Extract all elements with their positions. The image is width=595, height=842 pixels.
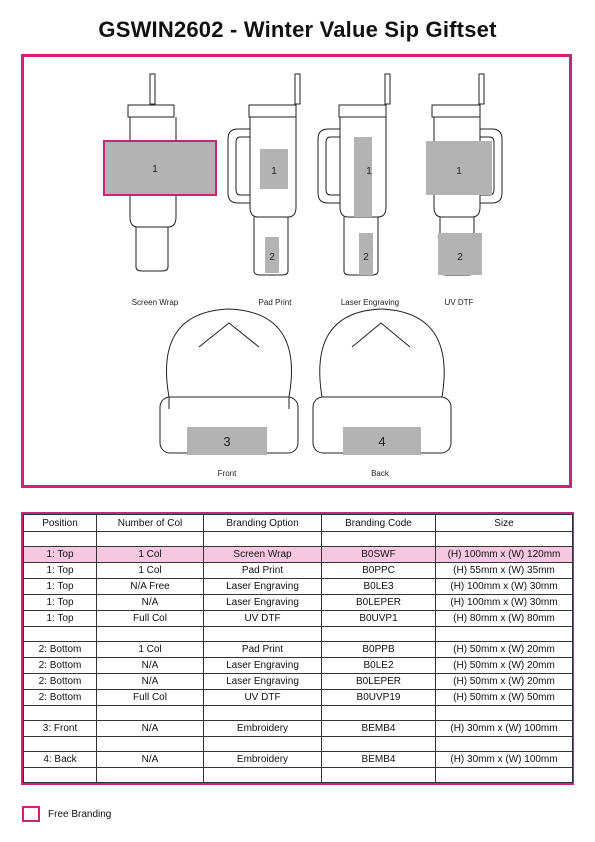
table-cell bbox=[97, 737, 204, 752]
table-row bbox=[24, 547, 573, 563]
table-cell bbox=[322, 737, 436, 752]
table-cell: 2: Bottom bbox=[24, 642, 97, 658]
table-cell bbox=[24, 627, 97, 642]
table-cell: 2: Bottom bbox=[24, 674, 97, 690]
table-row bbox=[24, 752, 573, 768]
table-cell: Pad Print bbox=[204, 642, 322, 658]
view-caption: Back bbox=[371, 469, 389, 478]
table-cell: Full Col bbox=[97, 611, 204, 627]
table-cell: UV DTF bbox=[204, 690, 322, 706]
table-cell: Screen Wrap bbox=[204, 547, 322, 563]
view-caption: UV DTF bbox=[444, 298, 474, 307]
table-cell bbox=[322, 706, 436, 721]
table-cell: B0SWF bbox=[322, 547, 436, 563]
view-caption: Front bbox=[217, 469, 237, 478]
table-cell: (H) 50mm x (W) 50mm bbox=[436, 690, 573, 706]
table-row-blank bbox=[24, 737, 573, 752]
table-cell: 1: Top bbox=[24, 547, 97, 563]
table-cell: N/A bbox=[97, 658, 204, 674]
zone-label: 2 bbox=[457, 252, 463, 263]
table-cell: BEMB4 bbox=[322, 721, 436, 737]
table-cell bbox=[97, 706, 204, 721]
table-cell bbox=[204, 737, 322, 752]
table-cell: UV DTF bbox=[204, 611, 322, 627]
table-header-row bbox=[24, 515, 573, 532]
table-cell bbox=[436, 627, 573, 642]
column-header: Branding Option bbox=[204, 515, 322, 532]
table-cell: B0UVP1 bbox=[322, 611, 436, 627]
table-cell bbox=[204, 706, 322, 721]
table-cell: N/A bbox=[97, 674, 204, 690]
table-cell: B0PPC bbox=[322, 563, 436, 579]
table-cell bbox=[97, 627, 204, 642]
table-cell: (H) 100mm x (W) 120mm bbox=[436, 547, 573, 563]
table-cell: (H) 50mm x (W) 20mm bbox=[436, 642, 573, 658]
table-cell: N/A bbox=[97, 595, 204, 611]
table-cell bbox=[436, 532, 573, 547]
zone-label: 4 bbox=[378, 434, 386, 449]
legend-label: Free Branding bbox=[48, 808, 112, 820]
table-row-blank bbox=[24, 532, 573, 547]
zone-label: 1 bbox=[152, 164, 158, 175]
column-header: Position bbox=[24, 515, 97, 532]
table-row-blank bbox=[24, 768, 573, 783]
table-cell: (H) 50mm x (W) 20mm bbox=[436, 674, 573, 690]
table-cell: 1: Top bbox=[24, 579, 97, 595]
zone-label: 1 bbox=[271, 166, 277, 177]
table-cell: B0LE3 bbox=[322, 579, 436, 595]
table-cell: (H) 50mm x (W) 20mm bbox=[436, 658, 573, 674]
product-drawings bbox=[24, 57, 569, 485]
table-cell bbox=[322, 532, 436, 547]
table-cell: Full Col bbox=[97, 690, 204, 706]
table-cell: (H) 55mm x (W) 35mm bbox=[436, 563, 573, 579]
table-cell: B0LEPER bbox=[322, 595, 436, 611]
column-header: Size bbox=[436, 515, 573, 532]
table-cell: N/A bbox=[97, 721, 204, 737]
table-cell: Laser Engraving bbox=[204, 674, 322, 690]
table-row bbox=[24, 721, 573, 737]
table-cell: Embroidery bbox=[204, 752, 322, 768]
view-caption: Screen Wrap bbox=[131, 298, 179, 307]
table-cell: N/A bbox=[97, 752, 204, 768]
table-cell bbox=[24, 532, 97, 547]
table-cell: (H) 100mm x (W) 30mm bbox=[436, 595, 573, 611]
table-cell bbox=[97, 768, 204, 783]
table-cell: (H) 30mm x (W) 100mm bbox=[436, 752, 573, 768]
table-cell: 2: Bottom bbox=[24, 658, 97, 674]
table-cell: B0PPB bbox=[322, 642, 436, 658]
table-cell bbox=[436, 706, 573, 721]
table-cell: Laser Engraving bbox=[204, 595, 322, 611]
table-cell: 1: Top bbox=[24, 611, 97, 627]
zone-label: 1 bbox=[366, 166, 372, 177]
table-cell: 1 Col bbox=[97, 547, 204, 563]
table-cell bbox=[97, 532, 204, 547]
table-cell bbox=[24, 768, 97, 783]
table-cell: B0LE2 bbox=[322, 658, 436, 674]
table-row bbox=[24, 674, 573, 690]
table-cell bbox=[436, 768, 573, 783]
table-cell: Pad Print bbox=[204, 563, 322, 579]
table-cell: 1 Col bbox=[97, 642, 204, 658]
table-row bbox=[24, 563, 573, 579]
table-row bbox=[24, 690, 573, 706]
table-cell bbox=[436, 737, 573, 752]
table-cell: Laser Engraving bbox=[204, 658, 322, 674]
table-cell: Embroidery bbox=[204, 721, 322, 737]
table-cell bbox=[204, 627, 322, 642]
zone-laser-1 bbox=[354, 137, 372, 217]
table-cell: B0LEPER bbox=[322, 674, 436, 690]
table-cell: BEMB4 bbox=[322, 752, 436, 768]
table-cell: 1: Top bbox=[24, 563, 97, 579]
zone-screen-wrap-1 bbox=[104, 141, 216, 195]
legend bbox=[22, 806, 111, 822]
table-row bbox=[24, 642, 573, 658]
zone-label: 2 bbox=[363, 252, 369, 263]
table-cell bbox=[204, 532, 322, 547]
column-header: Branding Code bbox=[322, 515, 436, 532]
table-cell bbox=[24, 706, 97, 721]
table-cell: (H) 100mm x (W) 30mm bbox=[436, 579, 573, 595]
view-caption: Pad Print bbox=[258, 298, 292, 307]
table-row-blank bbox=[24, 627, 573, 642]
product-illustration-panel bbox=[21, 54, 572, 488]
table-cell: N/A Free bbox=[97, 579, 204, 595]
table-row bbox=[24, 611, 573, 627]
table-row bbox=[24, 579, 573, 595]
column-header: Number of Col bbox=[97, 515, 204, 532]
table-cell: 1: Top bbox=[24, 595, 97, 611]
table-cell: Laser Engraving bbox=[204, 579, 322, 595]
branding-table bbox=[21, 512, 574, 785]
view-caption: Laser Engraving bbox=[340, 298, 400, 307]
table-cell bbox=[322, 768, 436, 783]
table-cell: 3: Front bbox=[24, 721, 97, 737]
free-branding-swatch bbox=[22, 806, 40, 822]
table-cell: 2: Bottom bbox=[24, 690, 97, 706]
table-cell: 1 Col bbox=[97, 563, 204, 579]
zone-label: 1 bbox=[456, 166, 462, 177]
zone-label: 3 bbox=[223, 434, 231, 449]
zone-label: 2 bbox=[269, 252, 275, 263]
table-cell bbox=[204, 768, 322, 783]
table-row-blank bbox=[24, 706, 573, 721]
page-title: GSWIN2602 - Winter Value Sip Giftset bbox=[98, 17, 497, 42]
table-cell: (H) 30mm x (W) 100mm bbox=[436, 721, 573, 737]
table-cell: 4: Back bbox=[24, 752, 97, 768]
table-cell bbox=[322, 627, 436, 642]
table-cell bbox=[24, 737, 97, 752]
table-cell: B0UVP19 bbox=[322, 690, 436, 706]
table-row bbox=[24, 658, 573, 674]
table-row bbox=[24, 595, 573, 611]
table-cell: (H) 80mm x (W) 80mm bbox=[436, 611, 573, 627]
